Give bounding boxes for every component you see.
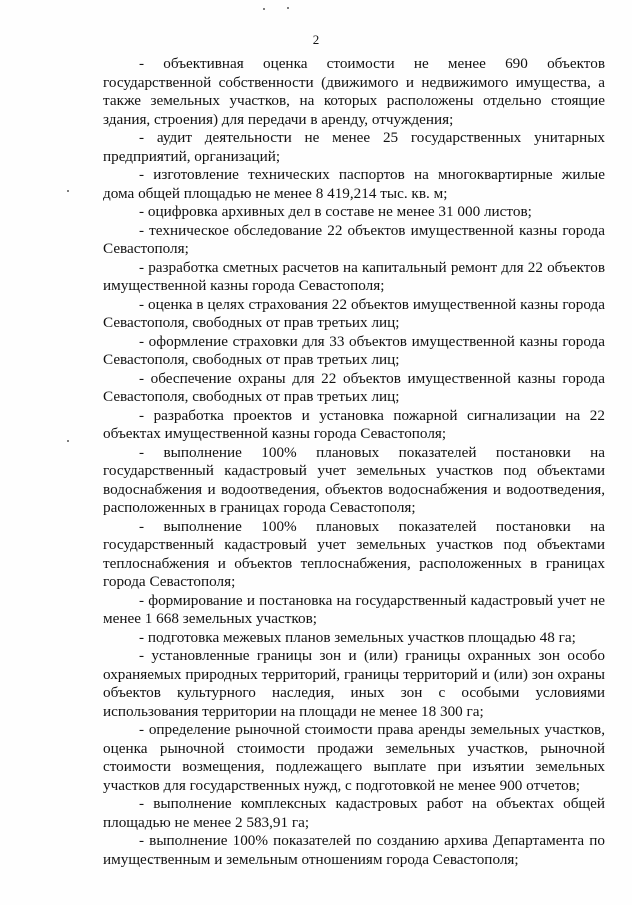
paragraph: - подготовка межевых планов земельных участков площадью 48 га; bbox=[139, 628, 576, 646]
page-number: 2 bbox=[312, 32, 320, 47]
paragraph: - аудит деятельности не менее 25 государственных унитарных предприятий, организаций; bbox=[103, 129, 605, 165]
paragraph: - оформление страховки для 33 объектов имущественной казны города Севастополя, свободных от прав третьих лиц; bbox=[103, 332, 605, 368]
paragraph: - определение рыночной стоимости права аренды земельных участков, оценка рыночной стоимости продажи земельных участков, рыночной стоимости возмещения, подлежащего выплате при изъятии земельных участков для государственных нужд, с подготовкой не менее 900 отчетов; bbox=[103, 721, 605, 794]
paragraph: - выполнение комплексных кадастровых работ на объектах общей площадью не менее 2 583,91 га; bbox=[103, 795, 605, 831]
paragraph: - техническое обследование 22 объектов имущественной казны города Севастополя; bbox=[103, 221, 605, 257]
paragraph: - разработка сметных расчетов на капитальный ремонт для 22 объектов имущественной казны города Севастополя; bbox=[103, 258, 605, 294]
paragraph: - формирование и постановка на государственный кадастровый учет не менее 1 668 земельных участков; bbox=[103, 591, 605, 627]
paragraph: - выполнение 100% плановых показателей постановки на государственный кадастровый учет земельных участков под объектами теплоснабжения и объектов теплоснабжения, расположенных в границах города Севастополя; bbox=[103, 517, 605, 590]
paragraph: - разработка проектов и установка пожарной сигнализации на 22 объектах имущественной казны города Севастополя; bbox=[103, 406, 605, 442]
paragraph: - оценка в целях страхования 22 объектов имущественной казны города Севастополя, свободных от прав третьих лиц; bbox=[103, 295, 605, 331]
scan-speck bbox=[67, 190, 69, 192]
paragraph: - установленные границы зон и (или) границы охранных зон особо охраняемых природных территорий, границы территорий и (или) зон охраны объектов культурного наследия, иных зон с особыми условиями использования территории на площади не менее 18 300 га; bbox=[103, 647, 605, 720]
scan-speck bbox=[67, 440, 69, 442]
scan-speck bbox=[287, 7, 289, 9]
paragraph: - выполнение 100% плановых показателей постановки на государственный кадастровый учет земельных участков под объектами водоснабжения и водоотведения, объектов водоснабжения и водоотведения, расположенных в границах города Севастополя; bbox=[103, 443, 605, 516]
paragraph: - выполнение 100% показателей по созданию архива Департамента по имущественным и земельным отношениям города Севастополя; bbox=[103, 832, 605, 868]
paragraph: - оцифровка архивных дел в составе не менее 31 000 листов; bbox=[139, 203, 532, 220]
scan-speck bbox=[263, 8, 265, 10]
body-text bbox=[103, 55, 605, 869]
paragraph: - обеспечение охраны для 22 объектов имущественной казны города Севастополя, свободных от прав третьих лиц; bbox=[103, 369, 605, 405]
paragraph: - объективная оценка стоимости не менее 690 объектов государственной собственности (движимого и недвижимого имущества, а также земельных участков, на которых расположены отдельно стоящие здания, строения) для передачи в аренду, отчуждения; bbox=[103, 55, 605, 128]
paragraph: - изготовление технических паспортов на многоквартирные жилые дома общей площадью не менее 8 419,214 тыс. кв. м; bbox=[103, 166, 605, 202]
